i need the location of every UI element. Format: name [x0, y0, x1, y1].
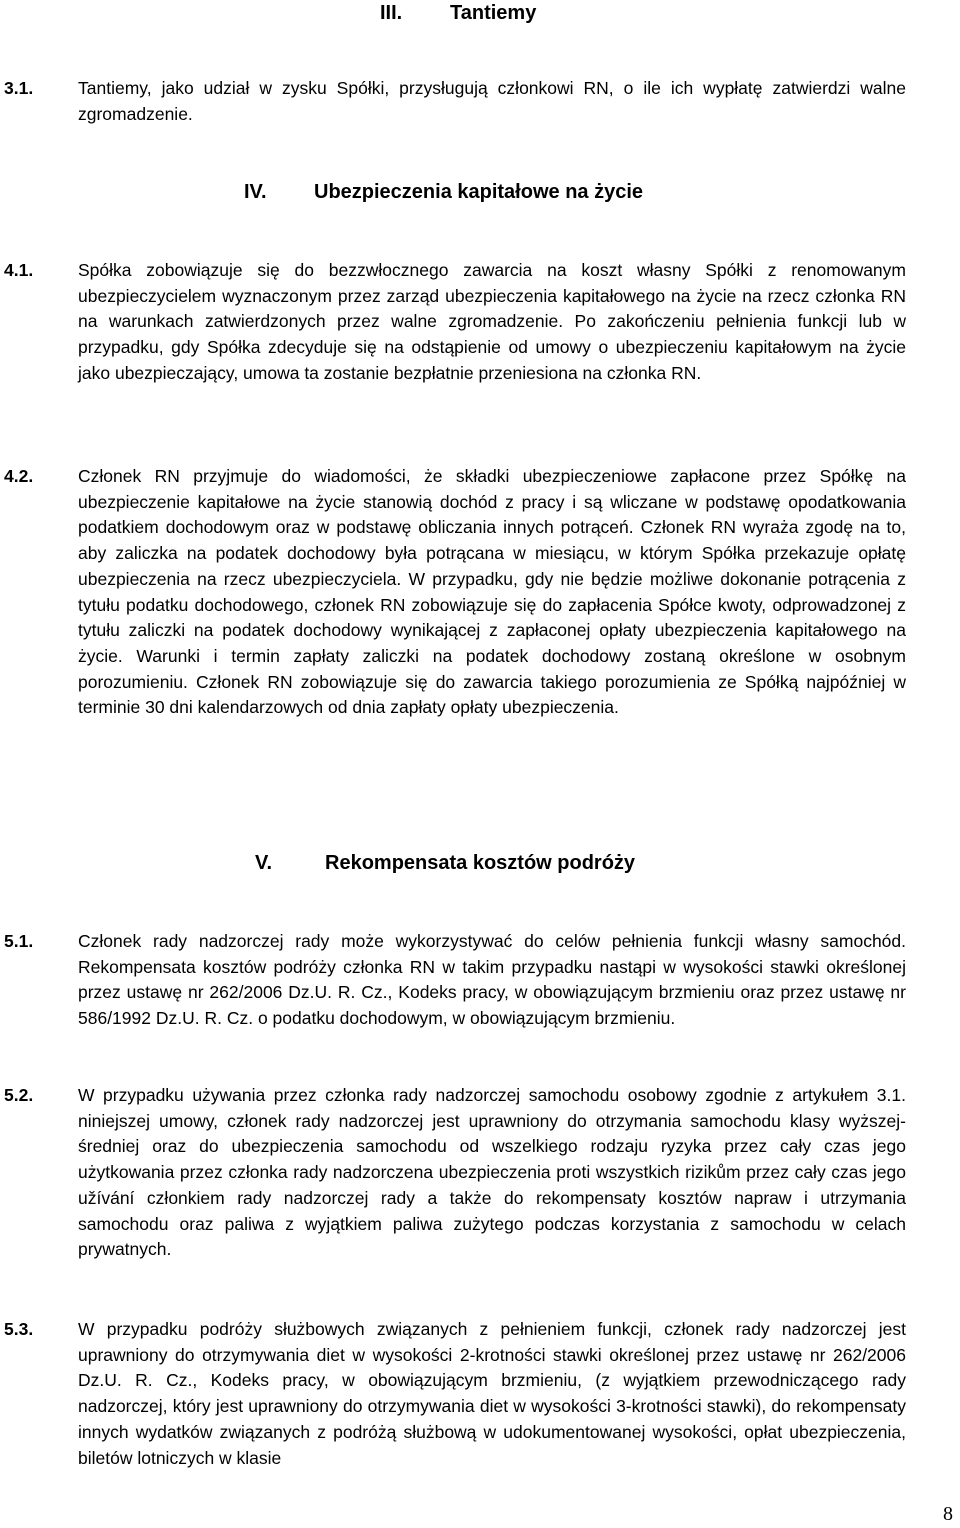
clause-number: 5.3.	[4, 1319, 34, 1339]
clause-text: Spółka zobowiązuje się do bezzwłocznego zawarcia na koszt własny Spółki z renomowanym ubezpieczycielem wyznaczonym przez zarząd ubezpieczenia kapitałowego na życie na rzecz członka RN na warunkach zatwierdzonych przez walne zgromadzenie. Po zakończeniu pełnienia funkcji lub w przypadku, gdy Spółka zdecyduje się na odstąpienie od umowy o ubezpieczeniu kapitałowym na życie jako ubezpieczający, umowa ta zostanie bezpłatnie przeniesiona na członka RN.	[78, 260, 906, 383]
clause-number: 4.1.	[4, 260, 34, 280]
clause-number: 5.2.	[4, 1085, 34, 1105]
page-number: 8	[943, 1503, 953, 1525]
clause-number: 5.1.	[4, 931, 34, 951]
section-number: V.	[255, 852, 273, 874]
clause-text: Członek rady nadzorczej rady może wykorzystywać do celów pełnienia funkcji własny samochód. Rekompensata kosztów podróży członka RN w takim przypadku nastąpi w wysokości stawki określonej przez ustawę nr 262/2006 Dz.U. R. Cz., Kodeks pracy, w obowiązującym brzmieniu oraz przez ustawę nr 586/1992 Dz.U. R. Cz. o podatku dochodowym, w obowiązującym brzmieniu.	[78, 931, 906, 1029]
clause-text: W przypadku podróży służbowych związanych z pełnieniem funkcji, członek rady nadzorczej jest uprawniony do otrzymywania diet w wysokości 2-krotności stawki określonej przez ustawę nr 262/2006 Dz.U. R. Cz., Kodeks pracy, w obowiązującym brzmieniu, (z wyjątkiem przewodniczącego rady nadzorczej, który jest uprawniony do otrzymywania diet w wysokości 3-krotności stawki), do rekompensaty innych wydatków związanych z podróżą służbową w udokumentowanej wysokości, opłat ubezpieczenia, biletów lotniczych w klasie	[78, 1319, 906, 1468]
clause-number: 4.2.	[4, 466, 34, 486]
section-title: Tantiemy	[450, 2, 537, 24]
section-title: Rekompensata kosztów podróży	[325, 852, 636, 874]
clause-text: Członek RN przyjmuje do wiadomości, że składki ubezpieczeniowe zapłacone przez Spółkę na ubezpieczenie kapitałowe na życie stanowią dochód z pracy i są wliczane w podstawę opodatkowania podatkiem dochodowym oraz w podstawę obliczania innych potrąceń. Członek RN wyraża zgodę na to, aby zaliczka na podatek dochodowy była potrącana w miesiącu, w którym Spółka przekazuje opłatę ubezpieczenia na rzecz ubezpieczyciela. W przypadku, gdy nie będzie możliwe dokonanie potrącenia z tytułu podatku dochodowego, członek RN zobowiązuje się do zapłacenia Spółce kwoty, odprowadzonej z tytułu zaliczki na podatek dochodowy wynikającej z zapłaconej opłaty ubezpieczenia kapitałowego na życie. Warunki i termin zapłaty zaliczki na podatek dochodowy zostaną określone w osobnym porozumieniu. Członek RN zobowiązuje się do zawarcia takiego porozumienia ze Spółką najpóźniej w terminie 30 dni kalendarzowych od dnia zapłaty opłaty ubezpieczenia.	[78, 466, 906, 718]
clause-text: Tantiemy, jako udział w zysku Spółki, przysługują członkowi RN, o ile ich wypłatę zatwierdzi walne zgromadzenie.	[78, 78, 906, 124]
clause-text: W przypadku używania przez członka rady nadzorczej samochodu osobowy zgodnie z artykułem 3.1. niniejszej umowy, członek rady nadzorczej jest uprawniony do otrzymania samochodu klasy wyższej-średniej oraz do ubezpieczenia samochodu od wszelkiego rodzaju ryzyka przez cały czas jego użytkowania przez członka rady nadzorczena ubezpieczenia proti wszystkich rizikům przez cały czas jego užívání członkiem rady nadzorczej rady a także do rekompensaty kosztów napraw i utrzymania samochodu oraz paliwa z wyjątkiem paliwa zużytego podczas korzystania z samochodu w celach prywatnych.	[78, 1085, 906, 1260]
clause-number: 3.1.	[4, 78, 34, 98]
section-number: III.	[380, 2, 403, 24]
section-title: Ubezpieczenia kapitałowe na życie	[314, 181, 644, 203]
section-number: IV.	[244, 181, 267, 203]
